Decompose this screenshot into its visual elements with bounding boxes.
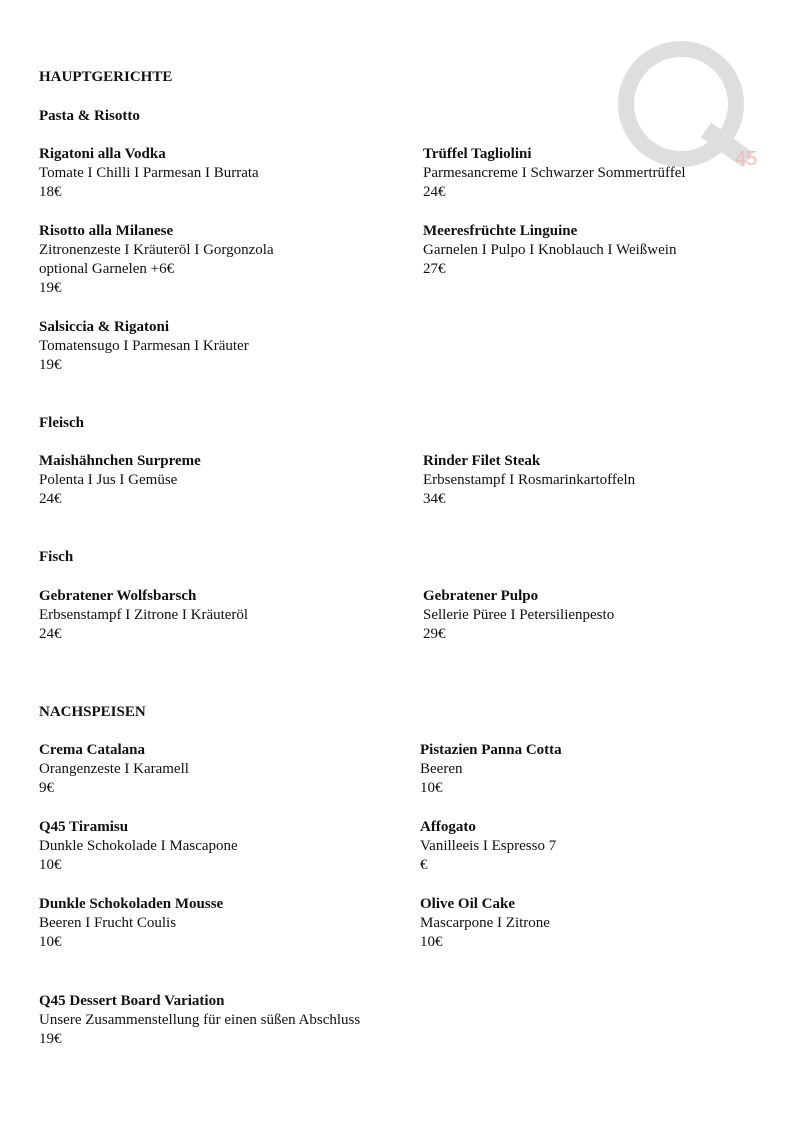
dish-price: 19€: [39, 357, 62, 373]
dish-price: 34€: [423, 491, 446, 507]
dish-name: Meeresfrüchte Linguine: [423, 223, 578, 239]
dish-description: Garnelen I Pulpo I Knoblauch I Weißwein: [423, 242, 677, 258]
main-heading: HAUPTGERICHTE: [39, 69, 173, 85]
dessert-price: 10€: [420, 934, 443, 950]
dessert-board-name: Q45 Dessert Board Variation: [39, 993, 225, 1009]
dessert-description: Mascarpone I Zitrone: [420, 915, 550, 931]
dessert-description: Orangenzeste I Karamell: [39, 761, 189, 777]
dessert-name: Pistazien Panna Cotta: [420, 742, 562, 758]
dish-description: Erbsenstampf I Rosmarinkartoffeln: [423, 472, 636, 488]
section-heading-nachspeisen: NACHSPEISEN: [39, 704, 146, 720]
svg-text:45: 45: [735, 148, 758, 170]
dish-name: Gebratener Wolfsbarsch: [39, 588, 197, 604]
dish-name: Risotto alla Milanese: [39, 223, 174, 239]
dish-description: Parmesancreme I Schwarzer Sommertrüffel: [423, 165, 686, 181]
dish-description: Zitronenzeste I Kräuteröl I Gorgonzola: [39, 242, 274, 258]
dish-name: Trüffel Tagliolini: [423, 146, 532, 162]
dish-price: 19€: [39, 280, 62, 296]
dessert-description: Dunkle Schokolade I Mascapone: [39, 838, 238, 854]
section-heading-pasta: Pasta & Risotto: [39, 108, 140, 124]
dessert-name: Q45 Tiramisu: [39, 819, 129, 835]
dish-name: Maishähnchen Surpreme: [39, 453, 201, 469]
dessert-board-price: 19€: [39, 1031, 62, 1047]
section-heading-fisch: Fisch: [39, 549, 74, 565]
dessert-name: Affogato: [420, 819, 476, 835]
dish-price: 24€: [39, 491, 62, 507]
dessert-price: €: [420, 857, 428, 873]
dessert-price: 10€: [39, 934, 62, 950]
dish-price: 27€: [423, 261, 446, 277]
dish-name: Salsiccia & Rigatoni: [39, 319, 169, 335]
dish-name: Rinder Filet Steak: [423, 453, 541, 469]
dish-name: Rigatoni alla Vodka: [39, 146, 166, 162]
dessert-price: 9€: [39, 780, 54, 796]
dish-name: Gebratener Pulpo: [423, 588, 539, 604]
dish-price: 24€: [39, 626, 62, 642]
dessert-name: Olive Oil Cake: [420, 896, 515, 912]
dish-price: 18€: [39, 184, 62, 200]
dessert-price: 10€: [420, 780, 443, 796]
dish-description-extra: optional Garnelen +6€: [39, 261, 175, 277]
dessert-description: Vanilleeis I Espresso 7: [420, 838, 557, 854]
dish-description: Tomate I Chilli I Parmesan I Burrata: [39, 165, 259, 181]
dish-description: Erbsenstampf I Zitrone I Kräuteröl: [39, 607, 249, 623]
dish-description: Sellerie Püree I Petersilienpesto: [423, 607, 615, 623]
dessert-description: Beeren I Frucht Coulis: [39, 915, 177, 931]
dessert-price: 10€: [39, 857, 62, 873]
dessert-name: Crema Catalana: [39, 742, 145, 758]
dish-description: Tomatensugo I Parmesan I Kräuter: [39, 338, 249, 354]
dish-price: 29€: [423, 626, 446, 642]
dessert-board-description: Unsere Zusammenstellung für einen süßen Abschluss: [39, 1012, 361, 1028]
dish-description: Polenta I Jus I Gemüse: [39, 472, 178, 488]
dessert-description: Beeren: [420, 761, 463, 777]
dish-price: 24€: [423, 184, 446, 200]
dessert-name: Dunkle Schokoladen Mousse: [39, 896, 224, 912]
section-heading-fleisch: Fleisch: [39, 415, 84, 431]
